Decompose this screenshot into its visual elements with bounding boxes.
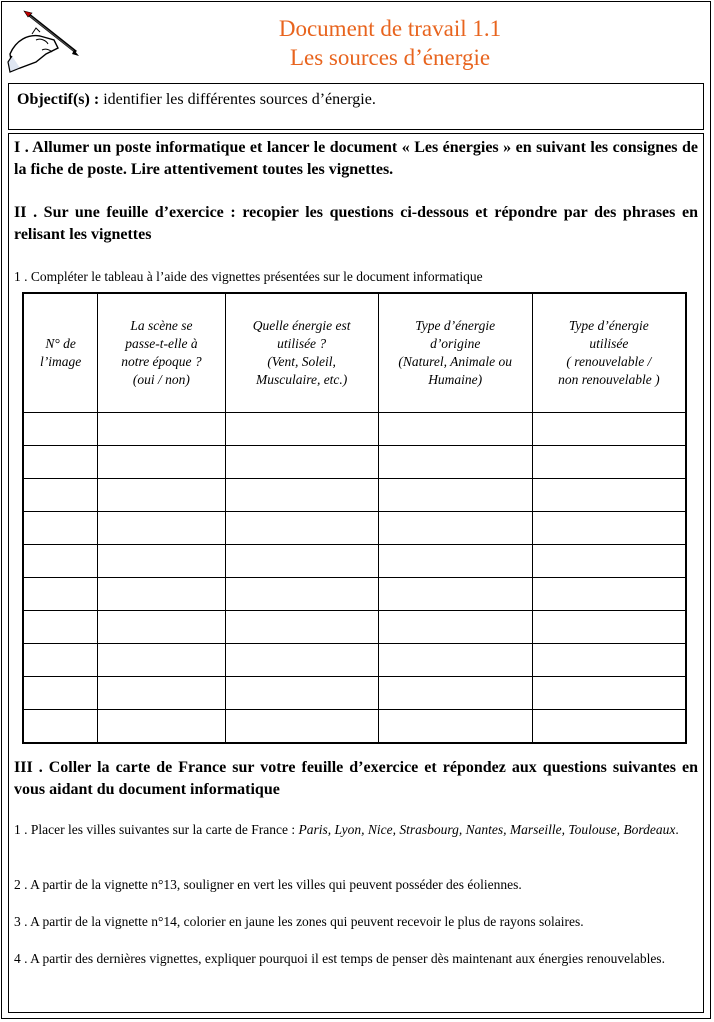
table-row	[23, 644, 686, 677]
answer-cell[interactable]	[378, 644, 532, 677]
objective-box	[8, 83, 704, 130]
column-header-image-number	[23, 293, 98, 413]
answer-cell[interactable]	[378, 677, 532, 710]
answer-cell[interactable]	[225, 677, 378, 710]
section-3-question-3: 3 . A partir de la vignette n°14, colorier en jaune les zones qui peuvent recevoir le plus de rayons solaires.	[14, 914, 584, 929]
answer-cell[interactable]	[98, 677, 225, 710]
column-header-line: Quelle énergie est	[252, 318, 351, 333]
document-subtitle: Les sources d’énergie	[289, 45, 491, 70]
column-header-line: (Naturel, Animale ou	[398, 354, 512, 369]
column-header-line: N° de	[45, 336, 76, 351]
answer-cell[interactable]	[532, 611, 686, 644]
objective-text: identifier les différentes sources d’énergie.	[99, 91, 376, 108]
answer-cell[interactable]	[23, 446, 98, 479]
answer-cell[interactable]	[23, 611, 98, 644]
column-header-line: non renouvelable )	[558, 372, 660, 387]
document-title: Document de travail 1.1	[278, 16, 502, 41]
answer-cell[interactable]	[378, 545, 532, 578]
column-header-line: utilisée	[589, 336, 629, 351]
table-row	[23, 611, 686, 644]
answer-cell[interactable]	[378, 578, 532, 611]
answer-cell[interactable]	[23, 545, 98, 578]
section-2-question-1: 1 . Compléter le tableau à l’aide des vignettes présentées sur le document informatique	[14, 269, 483, 284]
answer-cell[interactable]	[98, 446, 225, 479]
answer-table	[22, 292, 687, 744]
answer-cell[interactable]	[23, 578, 98, 611]
answer-cell[interactable]	[532, 512, 686, 545]
table-row	[23, 710, 686, 744]
section-3-instruction: III . Coller la carte de France sur votre feuille d’exercice et répondez aux questions suivantes en vous aidant du document informatique	[14, 759, 698, 798]
column-header-energy-origin	[378, 293, 532, 413]
answer-cell[interactable]	[98, 644, 225, 677]
column-header-line: (Vent, Soleil,	[267, 354, 336, 369]
table-row	[23, 677, 686, 710]
answer-cell[interactable]	[23, 479, 98, 512]
answer-cell[interactable]	[378, 512, 532, 545]
column-header-line: d’origine	[430, 336, 481, 351]
section-1-instruction: I . Allumer un poste informatique et lancer le document « Les énergies » en suivant les consignes de la fiche de poste. Lire attentivement toutes les vignettes.	[14, 139, 698, 178]
column-header-current-era	[98, 293, 225, 413]
answer-cell[interactable]	[378, 710, 532, 744]
answer-cell[interactable]	[98, 512, 225, 545]
answer-cell[interactable]	[225, 611, 378, 644]
answer-cell[interactable]	[98, 413, 225, 446]
answer-cell[interactable]	[225, 710, 378, 744]
column-header-line: utilisée ?	[277, 336, 327, 351]
column-header-line: notre époque ?	[121, 354, 202, 369]
column-header-line: l’image	[40, 354, 82, 369]
column-header-line: Type d’énergie	[568, 318, 649, 333]
section-2-instruction: II . Sur une feuille d’exercice : recopier les questions ci-dessous et répondre par des phrases en relisant les vignettes	[14, 204, 698, 243]
table-body	[23, 413, 686, 744]
hand-writing-pen-icon	[6, 10, 80, 74]
section-3-question-2: 2 . A partir de la vignette n°13, souligner en vert les villes qui peuvent posséder des éoliennes.	[14, 877, 522, 892]
table-row	[23, 578, 686, 611]
answer-cell[interactable]	[225, 446, 378, 479]
answer-cell[interactable]	[98, 479, 225, 512]
table-row	[23, 446, 686, 479]
answer-cell[interactable]	[23, 512, 98, 545]
table-header-row	[23, 293, 686, 413]
answer-cell[interactable]	[532, 446, 686, 479]
question-1-cities: Paris, Lyon, Nice, Strasbourg, Nantes, Marseille, Toulouse, Bordeaux	[298, 822, 676, 837]
answer-cell[interactable]	[23, 644, 98, 677]
column-header-line: ( renouvelable /	[566, 354, 652, 369]
answer-cell[interactable]	[98, 710, 225, 744]
answer-cell[interactable]	[378, 413, 532, 446]
answer-cell[interactable]	[378, 611, 532, 644]
answer-cell[interactable]	[225, 578, 378, 611]
question-1-suffix: .	[675, 822, 679, 837]
column-header-line: Humaine)	[428, 372, 483, 387]
answer-cell[interactable]	[225, 413, 378, 446]
answer-cell[interactable]	[532, 644, 686, 677]
answer-cell[interactable]	[225, 545, 378, 578]
answer-cell[interactable]	[532, 677, 686, 710]
section-3-question-4: 4 . A partir des dernières vignettes, expliquer pourquoi il est temps de penser dès maintenant aux énergies renouvelables.	[14, 951, 665, 966]
answer-cell[interactable]	[532, 413, 686, 446]
answer-cell[interactable]	[532, 479, 686, 512]
answer-cell[interactable]	[378, 446, 532, 479]
answer-cell[interactable]	[98, 578, 225, 611]
column-header-energy-type	[532, 293, 686, 413]
table-row	[23, 479, 686, 512]
answer-cell[interactable]	[23, 413, 98, 446]
table-row	[23, 545, 686, 578]
answer-cell[interactable]	[225, 512, 378, 545]
answer-cell[interactable]	[532, 578, 686, 611]
column-header-line: Musculaire, etc.)	[255, 372, 348, 387]
question-1-prefix: 1 . Placer les villes suivantes sur la carte de France :	[14, 822, 299, 837]
table-row	[23, 512, 686, 545]
column-header-line: Type d’énergie	[415, 318, 496, 333]
answer-cell[interactable]	[378, 479, 532, 512]
answer-cell[interactable]	[225, 479, 378, 512]
answer-cell[interactable]	[23, 710, 98, 744]
answer-cell[interactable]	[98, 611, 225, 644]
answer-cell[interactable]	[225, 644, 378, 677]
section-3-question-1	[14, 821, 698, 839]
column-header-energy-used	[225, 293, 378, 413]
objective-line	[17, 91, 376, 109]
table-row	[23, 413, 686, 446]
answer-cell[interactable]	[532, 710, 686, 744]
answer-cell[interactable]	[23, 677, 98, 710]
column-header-line: La scène se	[130, 318, 193, 333]
column-header-line: passe-t-elle à	[125, 336, 198, 351]
column-header-line: (oui / non)	[132, 372, 190, 387]
answer-cell[interactable]	[532, 545, 686, 578]
objective-label: Objectif(s) :	[17, 91, 100, 108]
answer-cell[interactable]	[98, 545, 225, 578]
